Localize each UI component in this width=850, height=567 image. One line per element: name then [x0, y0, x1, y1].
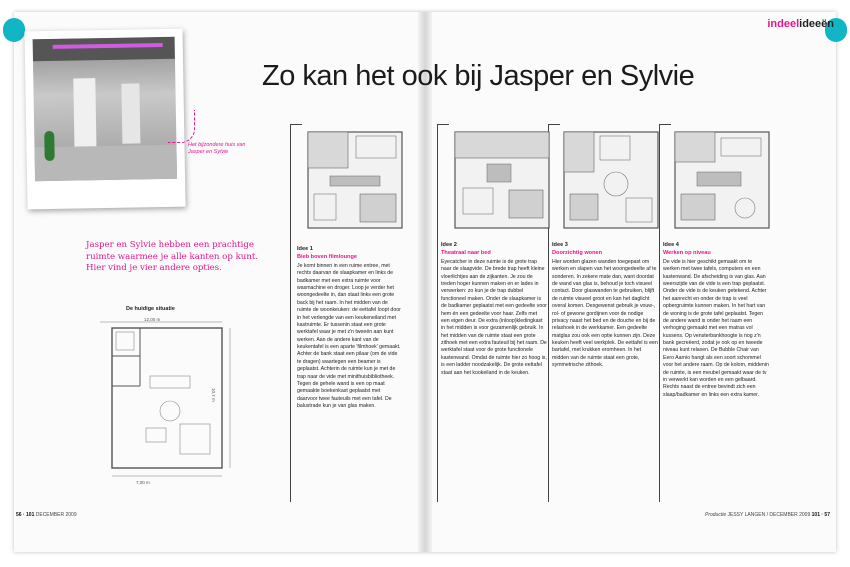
- current-floor-plan-drawing: [100, 316, 250, 486]
- interior-photo-image: [33, 37, 177, 181]
- idea1-floor-plan-drawing: [300, 124, 410, 234]
- footer-right-page: 101 · 57: [811, 512, 830, 518]
- headline: Zo kan het ook bij Jasper en Sylvie: [262, 60, 695, 92]
- idea4-number: Idee 4: [663, 242, 679, 248]
- intro-text: Jasper en Sylvie hebben een prachtige ruimte waarmee je alle kanten op kunt. Hier vind je vier andere opties.: [86, 240, 259, 274]
- idea4-column: [663, 242, 769, 399]
- idea1-number: Idee 1: [297, 246, 313, 252]
- idea3-text: Hier worden glazen wanden toegepast om werken en slapen van het woongedeelte af te sonderen. In zekere mate dan, want doordat de wand van glas is, behoud je toch visueel contact. Door glaswanden te gebruiken, blijft de ruimte visueel groot en kan het daglicht overal komen. Desgewenst gebruik je vouw-, rol- of gewone gordijnen voor de nodige privacy naast het bed en de douche en bij de relaxhoek in de werkkamer. Een gedeelte matglas zou ook een optie kunnen zijn. Deze keuken heeft veel werkplek. De eettafel is een bartafel, met krukken eromheen. In het midden van de ruimte staat een grote, symmetrische zithoek.: [552, 258, 658, 369]
- idea1-title: Bieb boven filmlounge: [297, 253, 357, 260]
- footer-credit-label: Productie: [705, 512, 727, 518]
- current-plan-title: De huidige situatie: [126, 306, 175, 312]
- current-plan-bottom: 7,00 m: [136, 480, 150, 485]
- idea1-floor-plan: [300, 124, 410, 234]
- interior-photo: [24, 29, 185, 210]
- caption-pointer: [168, 110, 195, 143]
- idea3-column: [552, 242, 658, 370]
- idea3-floor-plan-drawing: [556, 124, 666, 234]
- current-plan-height: 10,7 m: [211, 388, 216, 402]
- idea3-title: Doorzichtig wonen: [552, 249, 603, 256]
- section-tag-part2: ideeën: [799, 18, 834, 30]
- footer-right-date: DECEMBER 2009: [769, 512, 811, 518]
- idea2-frame: [437, 124, 438, 502]
- idea1-frame: [290, 124, 291, 502]
- idea2-title: Theatraal naar bed: [441, 249, 491, 256]
- idea4-floor-plan: [667, 124, 777, 234]
- footer-left-date: DECEMBER 2009: [35, 512, 77, 518]
- page-gutter: [418, 12, 432, 552]
- idea1-text: Je komt binnen in een ruime entree, met rechts daarvan de slaapkamer en links de badkamer met een extra ruimte voor wasmachine en droger. Loop je verder het woongedeelte in, dan staat links een grote back bij het raam. In het midden van de ruimte de woonkeuken: de eettafel loopt door in het verlengde van een keukeneiland met kastruimte. Er tussenin staat een grote werktafel waar je met z'n tweeën aan kunt werken. Aan de andere kant van de keukentafel is een aparte 'filmhoek' gemaakt. Achter de bank staat een pilaar (om de vide te dragen) waartegen een beamer is geplaatst. Achterin de ruimte kun je met de trap naar de vide met minithuisbibliotheek. Tegen de gehele wand is een op maat gemaakte boekenkast geplaatst met daarvoor twee fauteuils met een tafel. De balustrade kun je van glas maken.: [297, 262, 401, 409]
- footer-credit-name: JESSY LANGEN: [727, 512, 766, 518]
- idea2-text: Eyecatcher in deze ruimte is de grote trap naar de slaapvide. De brede trap heeft kleine vloerlichtjes aan de zijkanten. Je zou de treden hoger kunnen maken en er lades in verwerken: zo kun je de trap dubbel functioneel maken. Onder de slaapkamer is de badkamer geplaatst met een gedeelte voor hem én een gedeelte voor haar. Zelfs met een eigen deur. De extra (inloop)kledingkast in het midden is voor gezamenlijk gebruik. In het midden van de ruimte staat een grote zithoek met een extra fauteuil bij het raam. De werktafel staat voor de grote functionele kastenwand. Omdat de ruimte hier zo hoog is, is een ladder noodzakelijk. De grote eettafel staat aan het kookeiland in de keuken.: [441, 258, 547, 376]
- idea2-column: [441, 242, 547, 377]
- idea4-title: Werken op niveau: [663, 249, 711, 256]
- idea3-number: Idee 3: [552, 242, 568, 248]
- idea2-number: Idee 2: [441, 242, 457, 248]
- section-tag-part1: indeel: [767, 18, 800, 30]
- footer-left-page: 56 · 101: [16, 512, 35, 518]
- idea2-floor-plan-drawing: [447, 124, 557, 234]
- footer-right: Productie JESSY LANGEN / DECEMBER 2009 101 · 57: [705, 512, 830, 518]
- current-plan-width: 12,00 m: [144, 317, 161, 322]
- current-floor-plan: [100, 316, 250, 486]
- idea2-floor-plan: [447, 124, 557, 234]
- idea4-floor-plan-drawing: [667, 124, 777, 234]
- photo-caption: Het bijzondere huis van Jasper en Sylvie: [188, 142, 246, 156]
- section-tag: [767, 18, 834, 30]
- idea4-text: De vide is hier geschikt gemaakt om te werken met twee tafels, computers en een kastenwand. De afscheiding is van glas. Aan weerszijde van de vide is een trap geplaatst. Onder de vide is de keuken getekend. Achter het aanrecht en onder de trap is veel opbergruimte kunnen maken. In het hart van de woning is de grote tafel geplaatst. Tegen de andere wand is onder het raam een verhoging gemaakt met een matras vol kussens. Op vensterbankhoogte is nog z'n bank gecreëerd, zodat je ook op en tweede niveau kunt relaxen. De Bubble Chair van Eero Aarnio hangt als een soort schommel voor het andere raam. Op de kolom, middenin de ruimte, is een meubel gemaakt waar de tv in verwerkt kan worden en een gelbaard. Rechts naast de entree bevindt zich een slaap/badkamer en links een extra kamer.: [663, 258, 769, 398]
- idea3-floor-plan: [556, 124, 666, 234]
- idea1-column: [297, 246, 402, 410]
- page-tab-left: [3, 18, 25, 42]
- footer-left: [16, 512, 77, 518]
